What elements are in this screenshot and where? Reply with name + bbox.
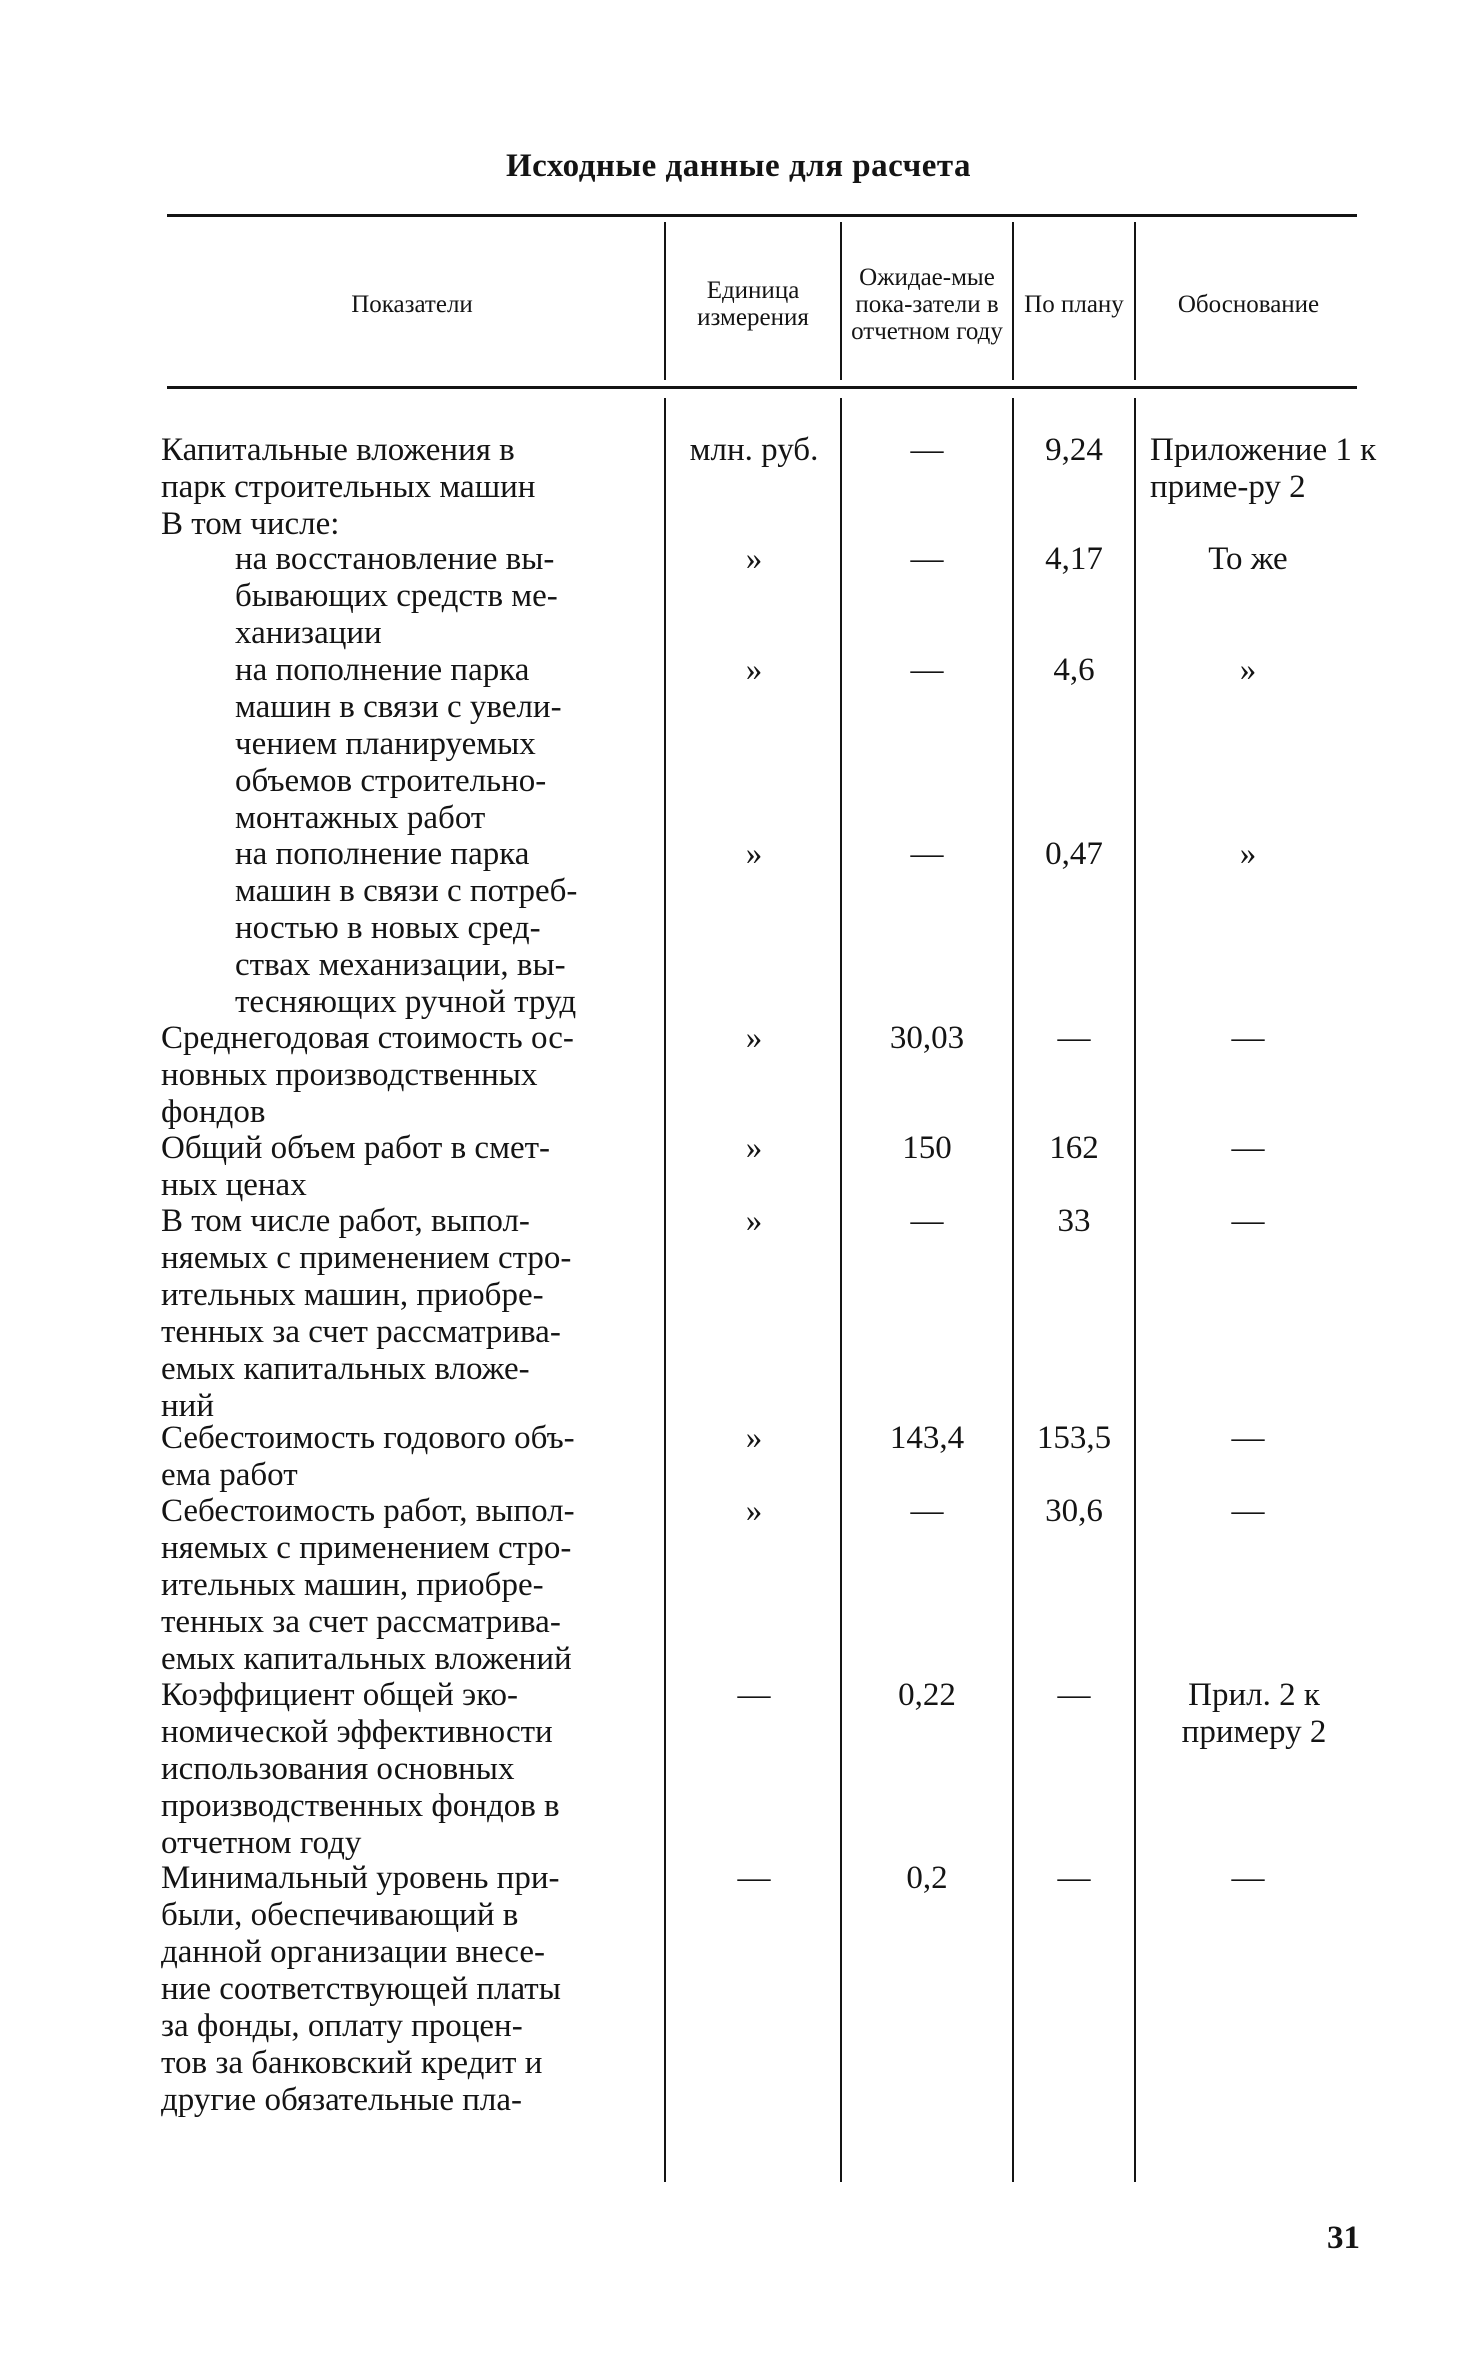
indicator-line: машин в связи с потреб- [235, 873, 578, 909]
indicator-line: емых капитальных вложений [161, 1641, 572, 1677]
justification-cell: — [1231, 1203, 1265, 1239]
indicator-line: ствах механизации, вы- [235, 947, 566, 983]
header-unit: Единица измерения [697, 277, 809, 331]
indicator-line: машин в связи с увели- [235, 689, 562, 725]
indicator-line: тенных за счет рассматрива- [161, 1604, 561, 1640]
header-top-rule [167, 214, 1357, 217]
justification-cell: » [1239, 652, 1257, 688]
expected-cell: — [910, 541, 944, 577]
indicator-line: Минимальный уровень при- [161, 1860, 560, 1896]
justification-cell: — [1231, 1860, 1265, 1896]
column-divider [1012, 398, 1014, 2182]
unit-cell: млн. руб. [689, 432, 819, 468]
expected-cell: 143,4 [889, 1420, 965, 1456]
expected-cell: — [910, 652, 944, 688]
plan-cell: 4,6 [1053, 652, 1095, 688]
indicator-line: на пополнение парка [235, 652, 530, 688]
justification-cell: — [1231, 1130, 1265, 1166]
header-indicators: Показатели [351, 290, 473, 318]
justification-cell: Приложение 1 к приме-ру 2 [1150, 432, 1377, 505]
indicator-line: Себестоимость годового объ- [161, 1420, 575, 1456]
indicator-line: бывающих средств ме- [235, 578, 558, 614]
indicator-cell [161, 1860, 657, 2119]
justification-cell: » [1239, 836, 1257, 872]
plan-cell: — [1057, 1677, 1091, 1713]
indicator-cell [161, 1420, 657, 1494]
indicator-line: производственных фондов в [161, 1788, 560, 1824]
indicator-line: ительных машин, приобре- [161, 1567, 544, 1603]
indicator-line: номической эффективности [161, 1714, 553, 1750]
header-expected: Ожидае-мые пока-затели в отчетном году [851, 263, 1003, 345]
indicator-line: ний [161, 1388, 214, 1424]
indicator-line: ных ценах [161, 1167, 307, 1203]
expected-cell: — [910, 1203, 944, 1239]
indicator-line: В том числе: [161, 506, 340, 542]
indicator-line: ема работ [161, 1457, 298, 1493]
indicator-line: няемых с применением стро- [161, 1240, 572, 1276]
indicator-line: тесняющих ручной труд [235, 984, 577, 1020]
indicator-cell [235, 836, 657, 1021]
unit-cell: — [737, 1677, 771, 1713]
plan-cell: 0,47 [1045, 836, 1103, 872]
indicator-line: ние соответствующей платы [161, 1971, 561, 2007]
column-divider [840, 398, 842, 2182]
header-justification: Обоснование [1177, 290, 1320, 318]
indicator-line: Коэффициент общей эко- [161, 1677, 519, 1713]
unit-cell: » [745, 1493, 763, 1529]
indicator-line: на восстановление вы- [235, 541, 555, 577]
unit-cell: » [745, 652, 763, 688]
indicator-cell [161, 1020, 657, 1131]
header-divider [664, 222, 666, 380]
indicator-line: за фонды, оплату процен- [161, 2008, 523, 2044]
expected-cell: — [910, 432, 944, 468]
indicator-line: емых капитальных вложе- [161, 1351, 530, 1387]
unit-cell: » [745, 1203, 763, 1239]
page-number: 31 [1327, 2220, 1360, 2256]
indicator-line: на пополнение парка [235, 836, 530, 872]
indicator-cell [235, 652, 657, 837]
plan-cell: 33 [1057, 1203, 1091, 1239]
indicator-cell [161, 1203, 657, 1425]
indicator-line: ностью в новых сред- [235, 910, 541, 946]
table-title: Исходные данные для расчета [506, 148, 971, 184]
expected-cell: — [910, 1493, 944, 1529]
indicator-cell [161, 1130, 657, 1204]
justification-cell: — [1231, 1020, 1265, 1056]
indicator-line: другие обязательные пла- [161, 2082, 523, 2118]
indicator-line: чением планируемых [235, 726, 536, 762]
indicator-cell [161, 1677, 657, 1862]
indicator-cell [161, 1493, 657, 1678]
unit-cell: — [737, 1860, 771, 1896]
indicator-line: Себестоимость работ, выпол- [161, 1493, 575, 1529]
indicator-line: Капитальные вложения в [161, 432, 515, 468]
indicator-line: Среднегодовая стоимость ос- [161, 1020, 574, 1056]
indicator-line: отчетном году [161, 1825, 362, 1861]
justification-cell: То же [1208, 541, 1288, 577]
indicator-line: новных производственных [161, 1057, 538, 1093]
unit-cell: » [745, 541, 763, 577]
plan-cell: 162 [1049, 1130, 1099, 1166]
indicator-line: были, обеспечивающий в [161, 1897, 519, 1933]
header-plan: По плану [1024, 290, 1124, 318]
unit-cell: » [745, 1130, 763, 1166]
indicator-line: парк строительных машин [161, 469, 536, 505]
unit-cell: » [745, 1420, 763, 1456]
header-bottom-rule [167, 386, 1357, 389]
plan-cell: 9,24 [1045, 432, 1103, 468]
plan-cell: — [1057, 1860, 1091, 1896]
indicator-line: няемых с применением стро- [161, 1530, 572, 1566]
expected-cell: 0,22 [898, 1677, 956, 1713]
indicator-line: данной организации внесе- [161, 1934, 545, 1970]
header-divider [840, 222, 842, 380]
indicator-cell [161, 432, 657, 543]
indicator-line: монтажных работ [235, 800, 486, 836]
unit-cell: » [745, 836, 763, 872]
plan-cell: 153,5 [1036, 1420, 1112, 1456]
expected-cell: — [910, 836, 944, 872]
justification-cell: — [1231, 1493, 1265, 1529]
indicator-line: использования основных [161, 1751, 515, 1787]
indicator-line: В том числе работ, выпол- [161, 1203, 530, 1239]
justification-cell: — [1231, 1420, 1265, 1456]
justification-cell: Прил. 2 к примеру 2 [1181, 1677, 1327, 1750]
plan-cell: 4,17 [1045, 541, 1103, 577]
expected-cell: 0,2 [906, 1860, 948, 1896]
unit-cell: » [745, 1020, 763, 1056]
expected-cell: 150 [902, 1130, 952, 1166]
indicator-cell [235, 541, 657, 652]
plan-cell: 30,6 [1045, 1493, 1103, 1529]
column-divider [664, 398, 666, 2182]
header-divider [1134, 222, 1136, 380]
indicator-line: ительных машин, приобре- [161, 1277, 544, 1313]
indicator-line: тов за банковский кредит и [161, 2045, 543, 2081]
expected-cell: 30,03 [889, 1020, 965, 1056]
indicator-line: Общий объем работ в смет- [161, 1130, 551, 1166]
indicator-line: объемов строительно- [235, 763, 547, 799]
plan-cell: — [1057, 1020, 1091, 1056]
indicator-line: ханизации [235, 615, 382, 651]
header-divider [1012, 222, 1014, 380]
column-divider [1134, 398, 1136, 2182]
indicator-line: фондов [161, 1094, 266, 1130]
indicator-line: тенных за счет рассматрива- [161, 1314, 561, 1350]
